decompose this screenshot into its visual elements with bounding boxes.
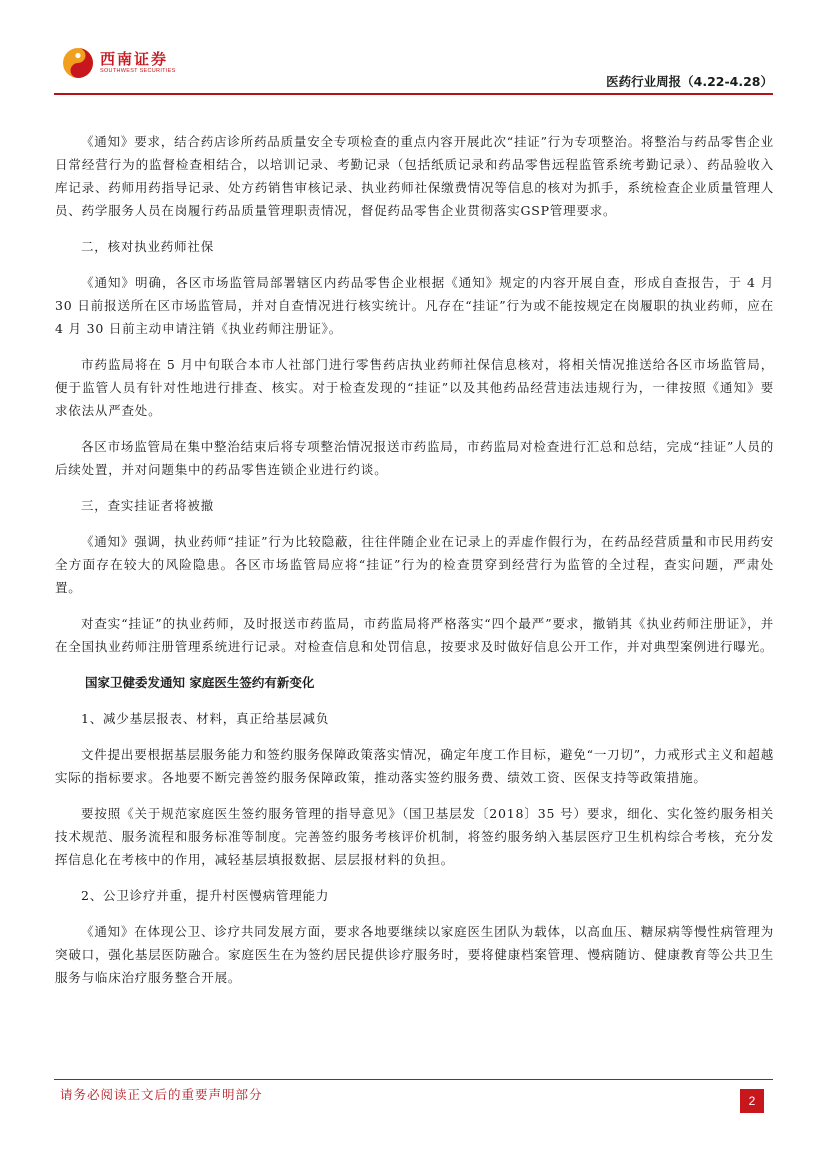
section-title: 国家卫健委发通知 家庭医生签约有新变化 [85, 675, 315, 690]
logo-english-name: SOUTHWEST SECURITIES [100, 68, 176, 74]
page-header [0, 0, 827, 100]
logo-emblem-icon [62, 47, 94, 79]
subheading: 三，查实挂证者将被撤 [81, 498, 215, 513]
paragraph: 《通知》明确，各区市场监管局部署辖区内药品零售企业根据《通知》规定的内容开展自查，形成自查报告，于 4 月 30 日前报送所在区市场监管局，并对自查情况进行核实统计。凡存在“挂证”行为或不能按规定在岗履职的执业药师，应在 4 月 30 日前主动申请注销《执业药师注册证》。 [55, 275, 774, 336]
paragraph: 各区市场监管局在集中整治结束后将专项整治情况报送市药监局，市药监局对检查进行汇总和总结，完成“挂证”人员的后续处置，并对问题集中的药品零售连锁企业进行约谈。 [55, 439, 774, 477]
paragraph: 《通知》在体现公卫、诊疗共同发展方面，要求各地要继续以家庭医生团队为载体，以高血压、糖尿病等慢性病管理为突破口，强化基层医防融合。家庭医生在为签约居民提供诊疗服务时，要将健康档案管理、慢病随访、健康教育等公共卫生服务与临床治疗服务整合开展。 [55, 924, 774, 985]
paragraph: 要按照《关于规范家庭医生签约服务管理的指导意见》（国卫基层发〔2018〕35 号）要求，细化、实化签约服务相关技术规范、服务流程和服务标准等制度。完善签约服务考核评价机制，将签约服务纳入基层医疗卫生机构综合考核，充分发挥信息化在考核中的作用，减轻基层填报数据、层层报材料的负担。 [55, 806, 774, 867]
logo-chinese-name: 西南证券 [100, 50, 169, 68]
paragraph: 对查实“挂证”的执业药师，及时报送市药监局，市药监局将严格落实“四个最严”要求，撤销其《执业药师注册证》，并在全国执业药师注册管理系统进行记录。对检查信息和处罚信息，按要求及时做好信息公开工作，并对典型案例进行曝光。 [55, 616, 774, 654]
paragraph: 市药监局将在 5 月中旬联合本市人社部门进行零售药店执业药师社保信息核对，将相关情况推送给各区市场监管局，便于监管人员有针对性地进行排查、核实。对于检查发现的“挂证”以及其他药品经营违法违规行为，一律按照《通知》要求依法从严查处。 [55, 357, 774, 418]
article-body [55, 130, 774, 989]
paragraph: 《通知》强调，执业药师“挂证”行为比较隐蔽，往往伴随企业在记录上的弄虚作假行为，在药品经营质量和市民用药安全方面存在较大的风险隐患。各区市场监管局应将“挂证”行为的检查贯穿到经营行为监管的全过程，查实问题，严肃处置。 [55, 534, 774, 595]
footer-disclaimer: 请务必阅读正文后的重要声明部分 [60, 1087, 263, 1102]
header-divider [54, 93, 773, 95]
subheading: 1、减少基层报表、材料，真正给基层减负 [81, 711, 330, 726]
page-number: 2 [740, 1089, 764, 1113]
company-logo [62, 47, 176, 79]
subheading: 2、公卫诊疗并重，提升村医慢病管理能力 [81, 888, 330, 903]
paragraph: 《通知》要求，结合药店诊所药品质量安全专项检查的重点内容开展此次“挂证”行为专项整治。将整治与药品零售企业日常经营行为的监督检查相结合，以培训记录、考勤记录（包括纸质记录和药品零售远程监管系统考勤记录）、药品验收入库记录、药师用药指导记录、处方药销售审核记录、执业药师社保缴费情况等信息的核对为抓手，系统检查企业质量管理人员、药学服务人员在岗履行药品质量管理职责情况，督促药品零售企业贯彻落实GSP管理要求。 [55, 134, 774, 218]
subheading: 二，核对执业药师社保 [81, 239, 215, 254]
report-title: 医药行业周报（4.22-4.28） [606, 74, 773, 89]
paragraph: 文件提出要根据基层服务能力和签约服务保障政策落实情况，确定年度工作目标，避免“一刀切”，力戒形式主义和超越实际的指标要求。各地要不断完善签约服务保障政策，推动落实签约服务费、绩效工资、医保支持等政策措施。 [55, 747, 774, 785]
footer-divider [54, 1079, 773, 1080]
